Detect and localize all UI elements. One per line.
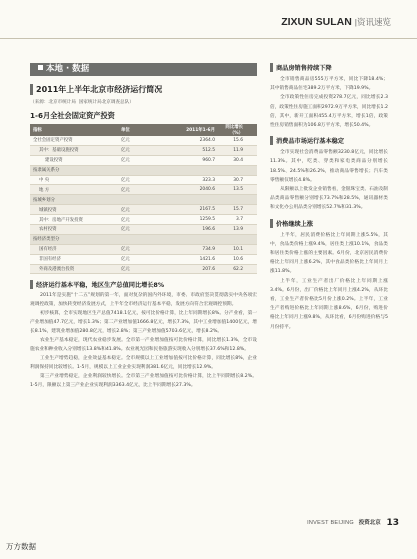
row-unit: 亿元 <box>121 247 130 253</box>
row-value: 2167.5 <box>199 207 215 213</box>
row-growth: 13.5 <box>233 187 243 193</box>
footer-magazine-en: INVEST BEIJING <box>307 520 354 526</box>
footer-magazine-cn: 投资北京 <box>358 520 381 526</box>
row-value: 207.6 <box>202 266 215 272</box>
paragraph: 全市实现社会消费品零售额3230.8亿元，同比增长11.3%。其中，吃类、穿类和家电类商品分别增长18.5%、24.5%和26.2%，推动商品零售增长；汽车类零售额仅增长4.8%。 <box>270 150 388 183</box>
right-column <box>270 63 388 332</box>
paragraph: 第三产业增势稳定，企业利润较快增长。全市第三产业增加值按可比价格计算，比上半同期增长8.2%。1-5月，限额以上第三产业企业实现利润3363.4亿元，比上半同期增长27.3%。 <box>30 373 257 388</box>
table-row <box>30 215 257 225</box>
table-title: 1-6月全社会固定资产投资 <box>30 111 115 120</box>
table-row <box>30 185 257 195</box>
row-indicator: 全社会固定资产投资 <box>33 138 73 144</box>
paragraph: 工业生产增势趋稳，企业效益基本稳定。全市规模以上工业增加值按可比价格计算，同比增长8%，企业利润保持同比较增长。1-5月，规模以上工业企业实现利润381.6亿元，同比增长12.9%。 <box>30 355 257 370</box>
row-indicator: 地 方 <box>39 187 50 193</box>
paragraph: 上半年，工业生产者出厂价格比上年同期上涨3.4%。6月份，出厂价格比上年同月上涨4.2%，从环比看，工业生产者价格比5月份上涨0.2%。上半年，工业生产者购进价格比上年同期上涨8.6%，6月份，购进价格比上年同月上涨9.8%，从环比看，6月份购进价格与5月份持平。 <box>270 278 388 330</box>
paragraph: 农业生产基本稳定，现代农业稳步发展。全市第一产业增加值按可比价格计算，同比增长1.3%，全市设施农业和种业收入分别增长13.8%和41.8%。农业观光园和民俗旅游实现收入分别增长37.6%和12.8%。 <box>30 338 257 352</box>
housing-section-title: 商品房销售持续下降 <box>270 63 388 72</box>
row-unit: 亿元 <box>121 187 130 193</box>
gdp-section-body <box>30 292 257 390</box>
row-value: 1259.5 <box>199 217 215 223</box>
row-indicator: 城镇投资 <box>39 207 57 213</box>
row-unit: 亿元 <box>121 257 130 263</box>
gdp-section-title: 经济运行基本平稳，地区生产总值同比增长8% <box>30 280 257 289</box>
table-row <box>30 254 257 264</box>
row-indicator: 建设投资 <box>45 158 63 164</box>
row-growth: 30.4 <box>233 157 243 163</box>
row-indicator: 其中：房地产开发投资 <box>39 217 83 223</box>
row-unit: 亿元 <box>121 158 130 164</box>
paragraph: 全市销售商品房555万平方米，同比下降18.4%；其中销售商品住宅389.2万平方米，下降19.9%。 <box>270 77 388 92</box>
table-header-row <box>30 124 257 136</box>
section-header <box>30 63 257 76</box>
header-value: 2011年1-6月 <box>150 124 218 136</box>
row-value: 196.6 <box>202 226 215 232</box>
row-unit: 亿元 <box>121 178 130 183</box>
paragraph: 从限额以上批发企业销售看，金银珠宝类、石油及制品类商品零售额分别增长73.7%和28.5%，通讯器材类和文化办公用品类分别增长52.7%和31.3%。 <box>270 187 388 211</box>
page-number: 13 <box>386 518 399 528</box>
paragraph: 上半年，居民消费价格比上年同期上涨5.5%，其中，食品类价格上涨9.4%，居住类上涨10.1%，食品类和居住类价格上涨的主要因素。6月份，北京居民消费价格比上年同月上涨6.2%，其中食品类价格比上年同月上涨11.8%。 <box>270 232 388 275</box>
header-unit: 单位 <box>118 124 150 136</box>
table-category-row <box>30 165 257 175</box>
row-indicator: 农村投资 <box>39 227 57 233</box>
row-value: 2364.0 <box>199 137 215 143</box>
table-body <box>30 136 257 274</box>
table-row <box>30 175 257 185</box>
row-indicator: 外商及港澳台投资 <box>39 267 75 273</box>
row-indicator: 国有经济 <box>39 247 57 253</box>
table-row <box>30 136 257 145</box>
row-indicator: 按隶属关系分 <box>33 168 60 174</box>
row-unit: 亿元 <box>121 148 130 154</box>
row-growth: 3.7 <box>236 217 243 223</box>
row-growth: 30.7 <box>233 177 243 183</box>
row-value: 734.9 <box>202 246 215 252</box>
column-brand-en: ZIXUN SULAN <box>281 16 352 28</box>
row-indicator: 按城乡划分 <box>33 197 55 203</box>
row-value: 2040.6 <box>199 187 215 193</box>
table-row <box>30 155 257 165</box>
article-title: 2011年上半年北京市经济运行简况 <box>30 84 257 95</box>
row-growth: 62.2 <box>233 266 243 272</box>
row-indicator: 中 央 <box>39 178 50 183</box>
table-row <box>30 205 257 215</box>
table-row <box>30 264 257 274</box>
row-indicator: 其中：基础设施投资 <box>39 148 79 154</box>
header-growth: 同比增长（%） <box>218 124 257 136</box>
table-category-row <box>30 195 257 205</box>
row-growth: 11.9 <box>233 147 243 153</box>
square-bullet-icon <box>38 65 43 70</box>
row-value: 960.7 <box>202 157 215 163</box>
row-growth: 13.9 <box>233 226 243 232</box>
column-brand-cn: |资讯速览 <box>354 17 391 27</box>
page-footer <box>307 518 399 528</box>
watermark-text: 万方数据 <box>6 542 36 551</box>
article-source: （来源：北京市统计局 国家统计局北京调查总队） <box>30 100 134 105</box>
row-unit: 亿元 <box>121 227 130 233</box>
page-header <box>0 12 417 39</box>
row-indicator: 非国有经济 <box>39 257 61 263</box>
row-unit: 亿元 <box>121 207 130 213</box>
row-unit: 亿元 <box>121 138 130 144</box>
row-growth: 10.6 <box>233 256 243 262</box>
table-row <box>30 244 257 254</box>
investment-table <box>30 124 257 274</box>
row-indicator: 按经济类型分 <box>33 237 60 243</box>
table-category-row <box>30 234 257 244</box>
row-growth: 15.6 <box>233 137 243 143</box>
column-brand <box>281 16 391 28</box>
paragraph: 2011年是实施“十二五”规划的第一年，面对复杂的国内外环境，市委、市政府坚决贯彻落实中央各项宏观调控政策，加快转变经济发展方式，上半年全市经济运行基本平稳，发展方向符合宏观调控预期。 <box>30 293 257 308</box>
table-row <box>30 225 257 235</box>
row-value: 323.3 <box>202 177 215 183</box>
paragraph: 全市政策性住房完成投资278.7亿元，同比增长2.3倍，政策性住房施工面积2972.9万平方米，同比增长1.2倍，其中，新开工面积455.4万平方米，增长1倍，政策性住房销售面积为106.8万平方米，增长50.4%。 <box>270 95 388 129</box>
table-row <box>30 145 257 155</box>
header-indicator: 指标 <box>30 124 118 136</box>
row-unit: 亿元 <box>121 217 130 223</box>
row-growth: 10.1 <box>233 246 243 252</box>
paragraph: 初步核算，全市实现地区生产总值7418.1亿元，按可比价格计算，比上年同期增长8%。分产业看，第一产业增加值47.7亿元，增长1.3%；第二产业增加值1666.8亿元，增长7.3%，其中工业增加值1400亿元，增长8.1%，建筑业增加值280.8亿元，增长2.8%；第三产业增加值5703.6亿元，增长8.2%。 <box>30 311 257 335</box>
row-growth: 15.7 <box>233 207 243 213</box>
price-section-title: 价格继续上涨 <box>270 219 388 228</box>
row-value: 1421.6 <box>199 256 215 262</box>
consumer-section-title: 消费品市场运行基本稳定 <box>270 136 388 145</box>
section-title: 本地 · 数据 <box>46 64 90 74</box>
row-unit: 亿元 <box>121 267 130 273</box>
left-column <box>30 63 257 390</box>
row-value: 512.5 <box>202 147 215 153</box>
